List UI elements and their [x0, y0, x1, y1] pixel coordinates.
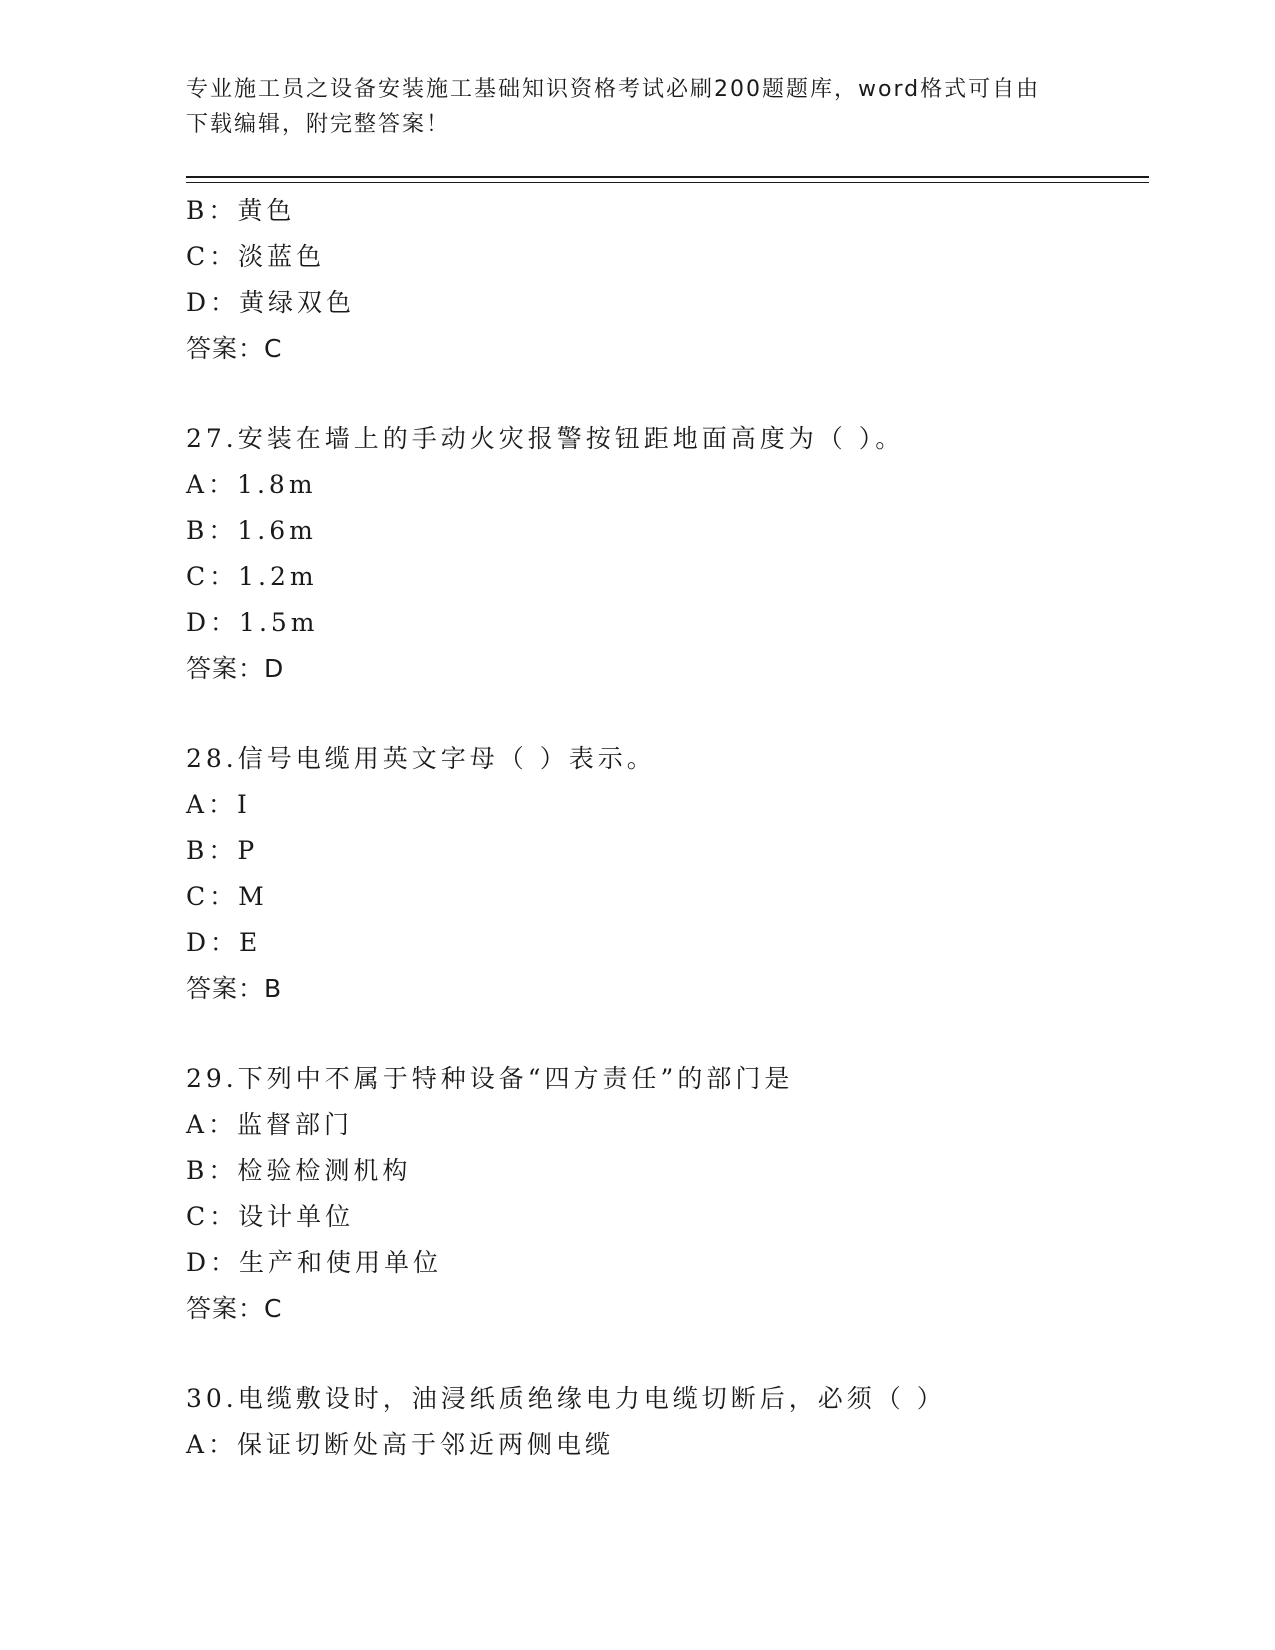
option-a: A：1.8m — [186, 470, 317, 499]
question-text: 28.信号电缆用英文字母（ ）表示。 — [186, 744, 656, 773]
option-a: A：I — [186, 790, 251, 819]
answer-line: 答案：C — [186, 334, 283, 363]
option-d: D：生产和使用单位 — [186, 1248, 443, 1277]
header-rule-thin — [186, 182, 1149, 183]
option-b: B：1.6m — [186, 516, 317, 545]
header-line-2: 下载编辑，附完整答案！ — [186, 112, 451, 137]
option-d: D：黄绿双色 — [186, 288, 356, 317]
option-c: C：淡蓝色 — [186, 242, 326, 271]
option-a: A：监督部门 — [186, 1110, 354, 1139]
question-text: 30.电缆敷设时，油浸纸质绝缘电力电缆切断后，必须（ ） — [186, 1384, 946, 1413]
option-b: B：P — [186, 836, 259, 865]
answer-line: 答案：B — [186, 974, 283, 1003]
question-block-26 — [186, 188, 1149, 372]
option-c: C：M — [186, 882, 268, 911]
header-line-1: 专业施工员之设备安装施工基础知识资格考试必刷200题题库，word格式可自由 — [186, 77, 1041, 102]
question-block-27 — [186, 416, 1149, 692]
option-d: D：E — [186, 928, 262, 957]
question-block-30 — [186, 1376, 1149, 1468]
option-c: C：设计单位 — [186, 1202, 355, 1231]
option-b: B：黄色 — [186, 196, 296, 225]
option-a: A：保证切断处高于邻近两侧电缆 — [186, 1430, 615, 1459]
header-rule-thick — [186, 176, 1149, 178]
option-c: C：1.2m — [186, 562, 318, 591]
option-d: D：1.5m — [186, 608, 319, 637]
question-block-29 — [186, 1056, 1149, 1332]
question-text: 29.下列中不属于特种设备“四方责任”的部门是 — [186, 1064, 794, 1093]
answer-line: 答案：C — [186, 1294, 283, 1323]
question-text: 27.安装在墙上的手动火灾报警按钮距地面高度为（ ）。 — [186, 424, 905, 453]
question-block-28 — [186, 736, 1149, 1012]
document-header — [186, 72, 1086, 142]
option-b: B：检验检测机构 — [186, 1156, 412, 1185]
answer-line: 答案：D — [186, 654, 285, 683]
question-list — [186, 188, 1149, 1468]
